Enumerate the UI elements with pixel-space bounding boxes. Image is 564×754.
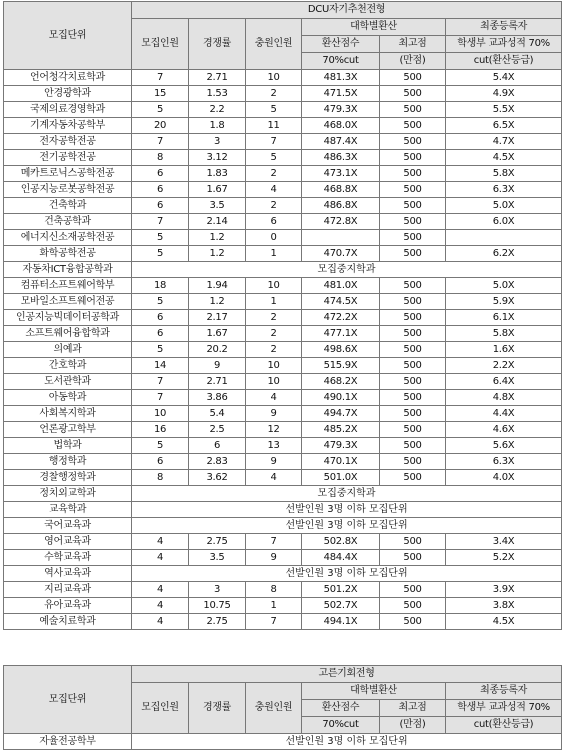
cell-max-score: 500 xyxy=(380,582,446,598)
cell-conversion-score: 468.0X xyxy=(302,118,380,134)
cell-conversion-score: 481.3X xyxy=(302,70,380,86)
cell-conversion-score: 487.4X xyxy=(302,134,380,150)
cell-unit: 건축학과 xyxy=(4,198,132,214)
cell-unit: 인공지능로봇공학전공 xyxy=(4,182,132,198)
header-max-sub: (만점) xyxy=(380,717,446,734)
header-conversion-group: 대학별환산 xyxy=(302,19,446,36)
cell-final-grade: 6.0X xyxy=(446,214,562,230)
cell-max-score: 500 xyxy=(380,310,446,326)
cell-unit: 수학교육과 xyxy=(4,550,132,566)
cell-ratio: 2.75 xyxy=(189,534,246,550)
cell-max-score: 500 xyxy=(380,214,446,230)
table-row xyxy=(4,230,562,246)
cell-ratio: 1.2 xyxy=(189,230,246,246)
cell-ratio: 1.67 xyxy=(189,326,246,342)
cell-unit: 아동학과 xyxy=(4,390,132,406)
cell-max-score: 500 xyxy=(380,534,446,550)
cell-unit: 기계자동차공학부 xyxy=(4,118,132,134)
cell-ratio: 1.8 xyxy=(189,118,246,134)
header-ratio: 경쟁률 xyxy=(189,19,246,70)
cell-extra: 4 xyxy=(246,470,302,486)
cell-extra: 6 xyxy=(246,214,302,230)
cell-span-note: 선발인원 3명 이하 모집단위 xyxy=(132,566,562,582)
cell-final-grade: 5.0X xyxy=(446,278,562,294)
cell-conversion-score: 481.0X xyxy=(302,278,380,294)
cell-quota: 6 xyxy=(132,310,189,326)
cell-extra: 7 xyxy=(246,134,302,150)
cell-unit: 유아교육과 xyxy=(4,598,132,614)
cell-ratio: 1.67 xyxy=(189,182,246,198)
cell-final-grade: 4.8X xyxy=(446,390,562,406)
cell-quota: 4 xyxy=(132,534,189,550)
cell-unit: 행정학과 xyxy=(4,454,132,470)
cell-unit: 법학과 xyxy=(4,438,132,454)
cell-quota: 20 xyxy=(132,118,189,134)
table-row xyxy=(4,70,562,86)
table-row xyxy=(4,262,562,278)
cell-final-grade: 5.8X xyxy=(446,326,562,342)
cell-unit: 예술치료학과 xyxy=(4,614,132,630)
table-row xyxy=(4,294,562,310)
table-row xyxy=(4,166,562,182)
cell-unit: 도서관학과 xyxy=(4,374,132,390)
cell-final-grade: 6.1X xyxy=(446,310,562,326)
table-row xyxy=(4,470,562,486)
cell-max-score: 500 xyxy=(380,150,446,166)
cell-extra: 7 xyxy=(246,534,302,550)
cell-unit: 자동차ICT융합공학과 xyxy=(4,262,132,278)
table-row xyxy=(4,534,562,550)
header-max-score: 최고점 xyxy=(380,36,446,53)
cell-unit: 에너지신소재공학전공 xyxy=(4,230,132,246)
table-row xyxy=(4,118,562,134)
cell-final-grade: 5.8X xyxy=(446,166,562,182)
table-row xyxy=(4,310,562,326)
cell-ratio: 2.5 xyxy=(189,422,246,438)
cell-ratio: 1.53 xyxy=(189,86,246,102)
cell-unit: 컴퓨터소프트웨어학부 xyxy=(4,278,132,294)
cell-conversion-score: 479.3X xyxy=(302,102,380,118)
cell-extra: 0 xyxy=(246,230,302,246)
cell-span-note: 선발인원 3명 이하 모집단위 xyxy=(132,518,562,534)
cell-unit: 안경광학과 xyxy=(4,86,132,102)
cell-ratio: 1.83 xyxy=(189,166,246,182)
cell-final-grade: 5.2X xyxy=(446,550,562,566)
header-final-sub: 학생부 교과성적 70% xyxy=(446,700,562,717)
cell-unit: 교육학과 xyxy=(4,502,132,518)
cell-extra: 1 xyxy=(246,598,302,614)
cell-final-grade: 4.7X xyxy=(446,134,562,150)
table-row xyxy=(4,406,562,422)
cell-extra: 2 xyxy=(246,342,302,358)
header-conversion-group: 대학별환산 xyxy=(302,683,446,700)
cell-unit: 간호학과 xyxy=(4,358,132,374)
cell-quota: 6 xyxy=(132,326,189,342)
header-unit: 모집단위 xyxy=(4,666,132,734)
cell-max-score: 500 xyxy=(380,246,446,262)
cell-quota: 4 xyxy=(132,582,189,598)
table-row xyxy=(4,486,562,502)
cell-final-grade: 6.4X xyxy=(446,374,562,390)
header-final-sub: 학생부 교과성적 70% xyxy=(446,36,562,53)
table-row xyxy=(4,454,562,470)
cell-quota: 10 xyxy=(132,406,189,422)
cell-span-note: 모집중지학과 xyxy=(132,486,562,502)
cell-ratio: 3.12 xyxy=(189,150,246,166)
cell-conversion-score: 471.5X xyxy=(302,86,380,102)
cell-conversion-score: 468.2X xyxy=(302,374,380,390)
cell-conversion-score: 479.3X xyxy=(302,438,380,454)
cell-final-grade: 5.6X xyxy=(446,438,562,454)
cell-ratio: 2.75 xyxy=(189,614,246,630)
cell-max-score: 500 xyxy=(380,454,446,470)
table-row xyxy=(4,550,562,566)
header-final-sub2: cut(환산등급) xyxy=(446,53,562,70)
cell-max-score: 500 xyxy=(380,134,446,150)
cell-max-score: 500 xyxy=(380,70,446,86)
cell-final-grade: 1.6X xyxy=(446,342,562,358)
cell-extra: 9 xyxy=(246,406,302,422)
header-quota: 모집인원 xyxy=(132,19,189,70)
cell-extra: 2 xyxy=(246,198,302,214)
table-row xyxy=(4,358,562,374)
cell-final-grade: 4.4X xyxy=(446,406,562,422)
table-row xyxy=(4,182,562,198)
cell-ratio: 9 xyxy=(189,358,246,374)
cell-ratio: 3.62 xyxy=(189,470,246,486)
table-row xyxy=(4,390,562,406)
cell-quota: 6 xyxy=(132,198,189,214)
cell-max-score: 500 xyxy=(380,390,446,406)
cell-extra: 5 xyxy=(246,102,302,118)
cell-span-note: 선발인원 3명 이하 모집단위 xyxy=(132,734,562,750)
table-row xyxy=(4,566,562,582)
table-row xyxy=(4,326,562,342)
cell-extra: 10 xyxy=(246,374,302,390)
cell-unit: 언어청각치료학과 xyxy=(4,70,132,86)
cell-extra: 1 xyxy=(246,246,302,262)
cell-extra: 4 xyxy=(246,182,302,198)
cell-quota: 4 xyxy=(132,614,189,630)
cell-quota: 8 xyxy=(132,470,189,486)
cell-final-grade: 5.5X xyxy=(446,102,562,118)
cell-max-score: 500 xyxy=(380,326,446,342)
table-row xyxy=(4,246,562,262)
cell-ratio: 1.2 xyxy=(189,246,246,262)
cell-extra: 10 xyxy=(246,70,302,86)
cell-final-grade: 4.0X xyxy=(446,470,562,486)
cell-conversion-score: 472.8X xyxy=(302,214,380,230)
table-row xyxy=(4,86,562,102)
cell-max-score: 500 xyxy=(380,470,446,486)
equal-opportunity-table xyxy=(3,665,562,750)
cell-unit: 지리교육과 xyxy=(4,582,132,598)
cell-max-score: 500 xyxy=(380,102,446,118)
cell-unit: 인공지능빅데이터공학과 xyxy=(4,310,132,326)
cell-quota: 8 xyxy=(132,150,189,166)
cell-final-grade: 3.8X xyxy=(446,598,562,614)
cell-unit: 국어교육과 xyxy=(4,518,132,534)
header-ratio: 경쟁률 xyxy=(189,683,246,734)
cell-extra: 13 xyxy=(246,438,302,454)
cell-unit: 소프트웨어융합학과 xyxy=(4,326,132,342)
cell-unit: 의예과 xyxy=(4,342,132,358)
cell-conversion-score xyxy=(302,230,380,246)
cell-final-grade: 6.5X xyxy=(446,118,562,134)
cell-max-score: 500 xyxy=(380,438,446,454)
cell-conversion-score: 502.8X xyxy=(302,534,380,550)
cell-quota: 5 xyxy=(132,294,189,310)
header-final-sub2: cut(환산등급) xyxy=(446,717,562,734)
cell-ratio: 2.14 xyxy=(189,214,246,230)
table-row xyxy=(4,150,562,166)
cell-unit: 화학공학전공 xyxy=(4,246,132,262)
cell-ratio: 3.5 xyxy=(189,550,246,566)
table-row xyxy=(4,614,562,630)
cell-quota: 5 xyxy=(132,342,189,358)
cell-conversion-score: 501.2X xyxy=(302,582,380,598)
cell-ratio: 20.2 xyxy=(189,342,246,358)
cell-max-score: 500 xyxy=(380,550,446,566)
cell-final-grade: 6.2X xyxy=(446,246,562,262)
cell-max-score: 500 xyxy=(380,86,446,102)
cell-conversion-score: 470.1X xyxy=(302,454,380,470)
cell-quota: 7 xyxy=(132,70,189,86)
cell-extra: 8 xyxy=(246,582,302,598)
table-row xyxy=(4,598,562,614)
header-quota: 모집인원 xyxy=(132,683,189,734)
cell-ratio: 3.5 xyxy=(189,198,246,214)
cell-ratio: 10.75 xyxy=(189,598,246,614)
cell-extra: 2 xyxy=(246,310,302,326)
cell-final-grade: 5.0X xyxy=(446,198,562,214)
table-row xyxy=(4,214,562,230)
cell-ratio: 2.71 xyxy=(189,374,246,390)
cell-quota: 6 xyxy=(132,182,189,198)
cell-quota: 16 xyxy=(132,422,189,438)
cell-quota: 7 xyxy=(132,214,189,230)
cell-unit: 언론광고학부 xyxy=(4,422,132,438)
header-max-score: 최고점 xyxy=(380,700,446,717)
cell-span-note: 선발인원 3명 이하 모집단위 xyxy=(132,502,562,518)
table-row xyxy=(4,198,562,214)
cell-extra: 1 xyxy=(246,294,302,310)
cell-conversion-score: 484.4X xyxy=(302,550,380,566)
cell-ratio: 3.86 xyxy=(189,390,246,406)
cell-conversion-score: 486.8X xyxy=(302,198,380,214)
cell-final-grade: 4.6X xyxy=(446,422,562,438)
cell-ratio: 6 xyxy=(189,438,246,454)
cell-max-score: 500 xyxy=(380,374,446,390)
cell-unit: 메카트로닉스공학전공 xyxy=(4,166,132,182)
cell-max-score: 500 xyxy=(380,598,446,614)
table-title: DCU자기추천전형 xyxy=(132,2,562,19)
cell-final-grade: 2.2X xyxy=(446,358,562,374)
cell-conversion-score: 494.1X xyxy=(302,614,380,630)
cell-quota: 4 xyxy=(132,550,189,566)
cell-quota: 5 xyxy=(132,230,189,246)
cell-max-score: 500 xyxy=(380,614,446,630)
cell-conversion-score: 490.1X xyxy=(302,390,380,406)
cell-max-score: 500 xyxy=(380,358,446,374)
table-row xyxy=(4,438,562,454)
cell-max-score: 500 xyxy=(380,406,446,422)
cell-final-grade: 4.5X xyxy=(446,614,562,630)
cell-ratio: 3 xyxy=(189,134,246,150)
header-conversion-cut: 70%cut xyxy=(302,53,380,70)
cell-max-score: 500 xyxy=(380,182,446,198)
cell-final-grade: 5.9X xyxy=(446,294,562,310)
cell-max-score: 500 xyxy=(380,118,446,134)
cell-quota: 6 xyxy=(132,166,189,182)
cell-quota: 5 xyxy=(132,102,189,118)
cell-conversion-score: 486.3X xyxy=(302,150,380,166)
cell-unit: 경찰행정학과 xyxy=(4,470,132,486)
cell-final-grade xyxy=(446,230,562,246)
cell-unit: 모바일소프트웨어전공 xyxy=(4,294,132,310)
cell-quota: 4 xyxy=(132,598,189,614)
cell-final-grade: 3.9X xyxy=(446,582,562,598)
header-conversion-cut: 70%cut xyxy=(302,717,380,734)
table-row xyxy=(4,422,562,438)
cell-conversion-score: 515.9X xyxy=(302,358,380,374)
cell-max-score: 500 xyxy=(380,198,446,214)
table-row xyxy=(4,518,562,534)
cell-ratio: 1.94 xyxy=(189,278,246,294)
dcu-self-recommendation-table xyxy=(3,1,562,630)
cell-quota: 14 xyxy=(132,358,189,374)
cell-extra: 4 xyxy=(246,390,302,406)
table-row xyxy=(4,502,562,518)
cell-conversion-score: 472.2X xyxy=(302,310,380,326)
cell-final-grade: 4.5X xyxy=(446,150,562,166)
cell-conversion-score: 501.0X xyxy=(302,470,380,486)
cell-conversion-score: 477.1X xyxy=(302,326,380,342)
cell-extra: 10 xyxy=(246,278,302,294)
table-row xyxy=(4,134,562,150)
cell-unit: 사회복지학과 xyxy=(4,406,132,422)
cell-quota: 15 xyxy=(132,86,189,102)
cell-conversion-score: 468.8X xyxy=(302,182,380,198)
table-title: 고른기회전형 xyxy=(132,666,562,683)
cell-conversion-score: 470.7X xyxy=(302,246,380,262)
cell-quota: 7 xyxy=(132,134,189,150)
header-extra: 충원인원 xyxy=(246,19,302,70)
cell-conversion-score: 474.5X xyxy=(302,294,380,310)
cell-max-score: 500 xyxy=(380,422,446,438)
cell-max-score: 500 xyxy=(380,230,446,246)
cell-ratio: 3 xyxy=(189,582,246,598)
table-row xyxy=(4,374,562,390)
cell-conversion-score: 502.7X xyxy=(302,598,380,614)
header-final-group: 최종등록자 xyxy=(446,19,562,36)
cell-final-grade: 3.4X xyxy=(446,534,562,550)
header-final-group: 최종등록자 xyxy=(446,683,562,700)
cell-extra: 2 xyxy=(246,86,302,102)
cell-conversion-score: 494.7X xyxy=(302,406,380,422)
cell-extra: 10 xyxy=(246,358,302,374)
cell-unit: 자율전공학부 xyxy=(4,734,132,750)
table-row xyxy=(4,102,562,118)
cell-ratio: 2.83 xyxy=(189,454,246,470)
cell-conversion-score: 498.6X xyxy=(302,342,380,358)
header-conversion-score: 환산점수 xyxy=(302,700,380,717)
cell-ratio: 2.2 xyxy=(189,102,246,118)
cell-unit: 정치외교학과 xyxy=(4,486,132,502)
cell-extra: 2 xyxy=(246,166,302,182)
cell-conversion-score: 485.2X xyxy=(302,422,380,438)
cell-unit: 역사교육과 xyxy=(4,566,132,582)
header-unit: 모집단위 xyxy=(4,2,132,70)
cell-max-score: 500 xyxy=(380,166,446,182)
cell-unit: 영어교육과 xyxy=(4,534,132,550)
table-row xyxy=(4,582,562,598)
cell-extra: 11 xyxy=(246,118,302,134)
cell-extra: 9 xyxy=(246,454,302,470)
cell-conversion-score: 473.1X xyxy=(302,166,380,182)
cell-ratio: 2.17 xyxy=(189,310,246,326)
cell-unit: 전기공학전공 xyxy=(4,150,132,166)
cell-ratio: 1.2 xyxy=(189,294,246,310)
cell-final-grade: 4.9X xyxy=(446,86,562,102)
cell-max-score: 500 xyxy=(380,294,446,310)
cell-unit: 국제의료경영학과 xyxy=(4,102,132,118)
cell-quota: 5 xyxy=(132,246,189,262)
cell-ratio: 2.71 xyxy=(189,70,246,86)
cell-extra: 5 xyxy=(246,150,302,166)
cell-extra: 2 xyxy=(246,326,302,342)
cell-final-grade: 6.3X xyxy=(446,454,562,470)
cell-extra: 7 xyxy=(246,614,302,630)
table-row xyxy=(4,734,562,750)
cell-quota: 7 xyxy=(132,374,189,390)
cell-unit: 전자공학전공 xyxy=(4,134,132,150)
header-extra: 충원인원 xyxy=(246,683,302,734)
cell-max-score: 500 xyxy=(380,342,446,358)
header-conversion-score: 환산점수 xyxy=(302,36,380,53)
cell-quota: 6 xyxy=(132,454,189,470)
cell-extra: 12 xyxy=(246,422,302,438)
cell-extra: 9 xyxy=(246,550,302,566)
cell-unit: 건축공학과 xyxy=(4,214,132,230)
cell-span-note: 모집중지학과 xyxy=(132,262,562,278)
cell-final-grade: 5.4X xyxy=(446,70,562,86)
header-max-sub: (만점) xyxy=(380,53,446,70)
table-row xyxy=(4,342,562,358)
cell-ratio: 5.4 xyxy=(189,406,246,422)
table-row xyxy=(4,278,562,294)
cell-quota: 5 xyxy=(132,438,189,454)
cell-quota: 7 xyxy=(132,390,189,406)
cell-quota: 18 xyxy=(132,278,189,294)
cell-max-score: 500 xyxy=(380,278,446,294)
cell-final-grade: 6.3X xyxy=(446,182,562,198)
